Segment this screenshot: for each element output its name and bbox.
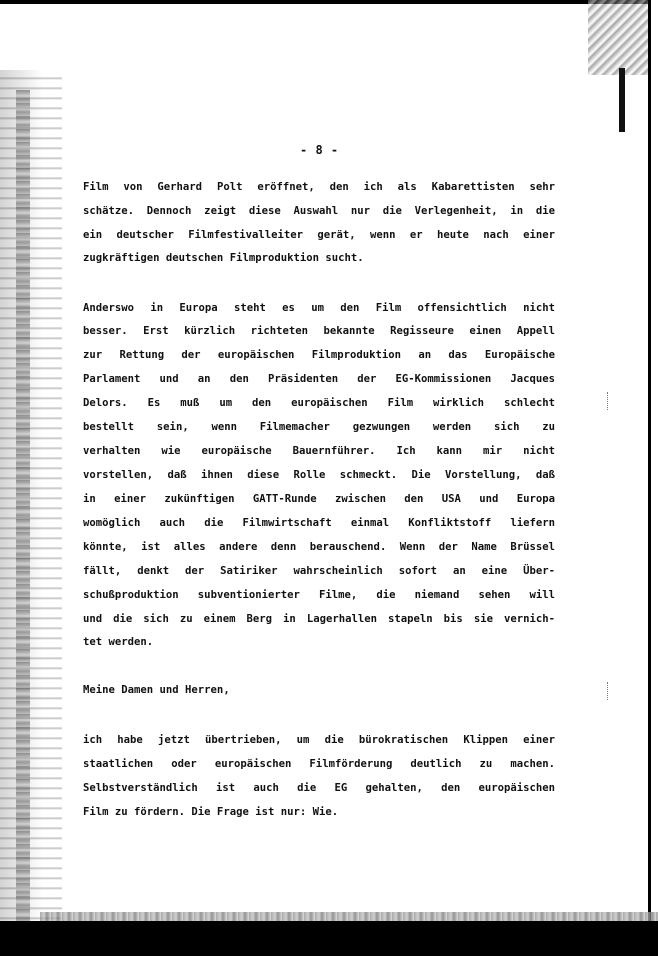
text-line: verhalten wie europäische Bauernführer. Ich kann mir nicht xyxy=(83,445,555,457)
scan-left-shadow xyxy=(16,90,30,930)
margin-mark xyxy=(607,392,610,410)
text-line: Delors. Es muß um den europäischen Film wirklich schlecht xyxy=(83,397,555,409)
margin-mark xyxy=(607,682,610,700)
text-line: besser. Erst kürzlich richteten bekannte Regisseure einen Appell xyxy=(83,325,555,337)
page-number: - 8 - xyxy=(300,143,339,157)
text-line: schußproduktion subventionierter Filme, die niemand sehen will xyxy=(83,589,555,601)
text-line: tet werden. xyxy=(83,636,154,648)
scan-left-edge xyxy=(0,70,62,956)
text-line: ein deutscher Filmfestivalleiter gerät, wenn er heute nach einer xyxy=(83,229,555,241)
text-line: vorstellen, daß ihnen diese Rolle schmeckt. Die Vorstellung, daß xyxy=(83,469,555,481)
scan-bottom-border xyxy=(0,921,658,956)
scan-binding-mark xyxy=(619,68,625,132)
text-line: und die sich zu einem Berg in Lagerhallen stapeln bis sie vernich- xyxy=(83,613,555,625)
text-line: fällt, denkt der Satiriker wahrscheinlich sofort an eine Über- xyxy=(83,565,555,577)
text-line: in einer zukünftigen GATT-Runde zwischen den USA und Europa xyxy=(83,493,555,505)
text-line: womöglich auch die Filmwirtschaft einmal Konfliktstoff liefern xyxy=(83,517,555,529)
text-line: Anderswo in Europa steht es um den Film offensichtlich nicht xyxy=(83,302,555,314)
scan-top-edge xyxy=(0,0,658,4)
text-line: zur Rettung der europäischen Filmproduktion an das Europäische xyxy=(83,349,555,361)
text-line: Parlament und an den Präsidenten der EG-Kommissionen Jacques xyxy=(83,373,555,385)
text-line: zugkräftigen deutschen Filmproduktion sucht. xyxy=(83,252,364,264)
text-line: Film von Gerhard Polt eröffnet, den ich als Kabarettisten sehr xyxy=(83,181,555,193)
text-line: schätze. Dennoch zeigt diese Auswahl nur die Verlegenheit, in die xyxy=(83,205,555,217)
text-line: ich habe jetzt übertrieben, um die bürokratischen Klippen einer xyxy=(83,734,555,746)
text-line: Film zu fördern. Die Frage ist nur: Wie. xyxy=(83,806,339,818)
salutation: Meine Damen und Herren, xyxy=(83,684,230,696)
text-line: bestellt sein, wenn Filmemacher gezwungen werden sich zu xyxy=(83,421,555,433)
text-line: staatlichen oder europäischen Filmförderung deutlich zu machen. xyxy=(83,758,555,770)
text-line: Selbstverständlich ist auch die EG gehalten, den europäischen xyxy=(83,782,555,794)
text-line: könnte, ist alles andere denn berauschend. Wenn der Name Brüssel xyxy=(83,541,555,553)
